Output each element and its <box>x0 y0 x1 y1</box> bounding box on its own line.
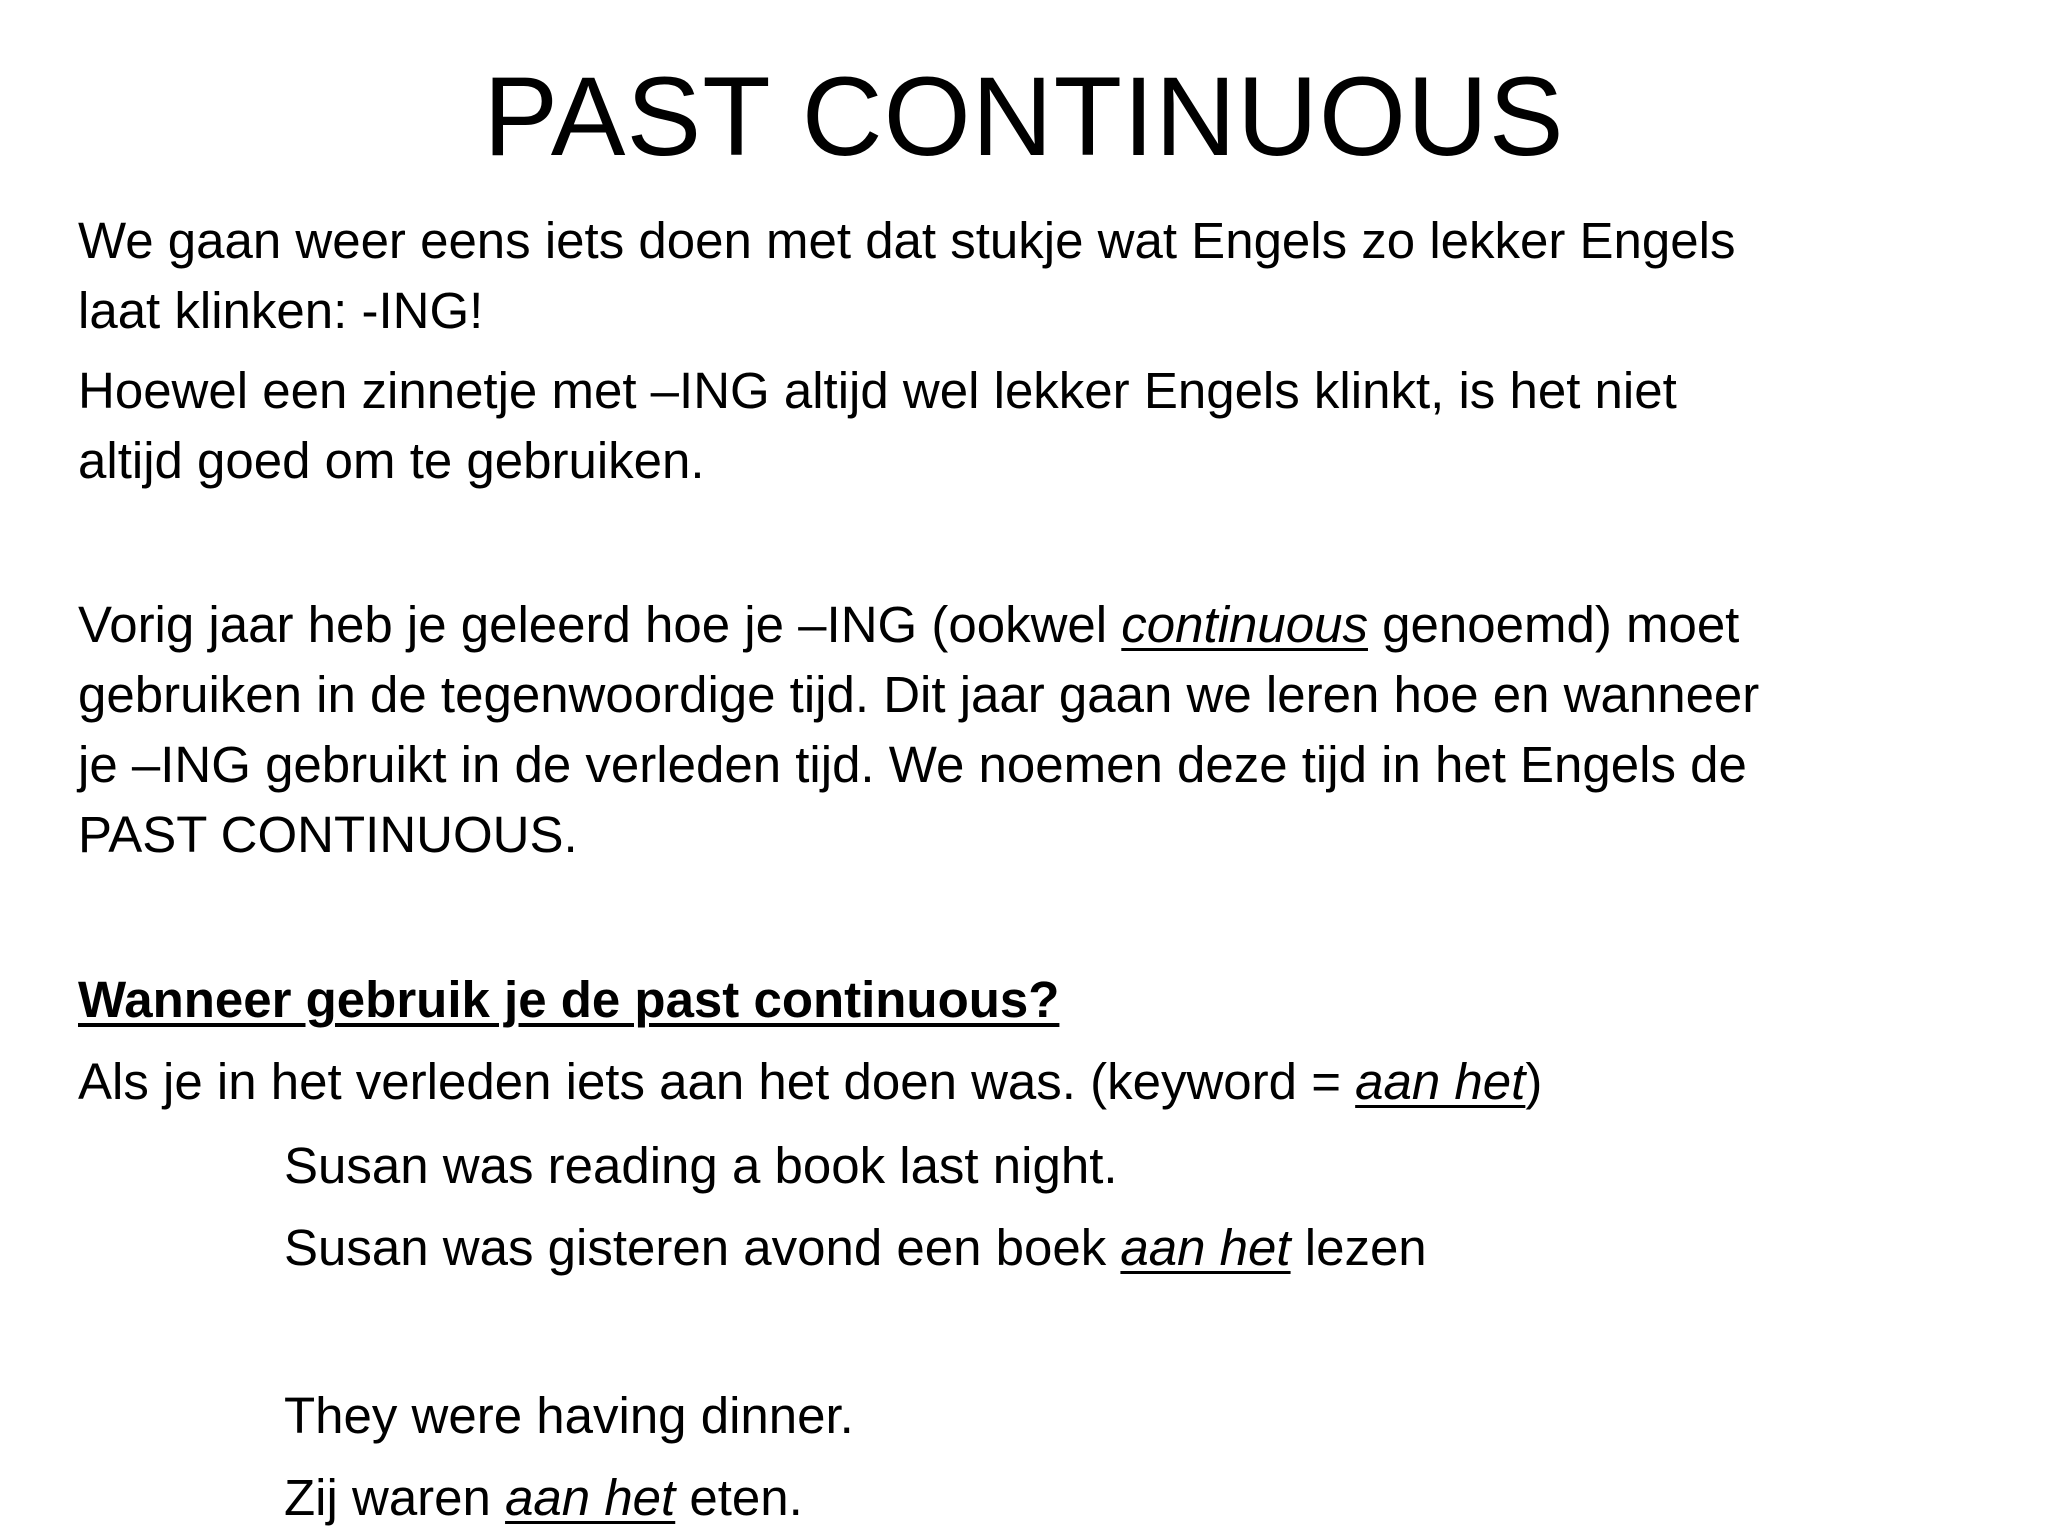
explanation-line-1 <box>78 590 2038 660</box>
rule-text-start: Als je in het verleden iets aan het doen was. (keyword = <box>78 1053 1356 1110</box>
explanation-line-1-end: genoemd) moet <box>1367 596 1740 653</box>
rule-text-end: ) <box>1525 1053 1543 1110</box>
example-dutch-end: eten. <box>675 1469 803 1526</box>
example-1-dutch <box>284 1213 2048 1283</box>
explanation-line-1-start: Vorig jaar heb je geleerd hoe je –ING (ookwel <box>78 596 1122 653</box>
caution-line-1: Hoewel een zinnetje met –ING altijd wel lekker Engels klinkt, is het niet <box>78 362 1677 419</box>
intro-line-1: We gaan weer eens iets doen met dat stukje wat Engels zo lekker Engels <box>78 212 1736 269</box>
rule-paragraph <box>78 1047 2038 1117</box>
example-dutch-start: Susan was gisteren avond een boek <box>284 1219 1121 1276</box>
example-dutch-end: lezen <box>1290 1219 1427 1276</box>
example-keyword: aan het <box>1120 1219 1291 1276</box>
example-dutch-start: Zij waren <box>284 1469 506 1526</box>
example-dutch-sentence <box>284 1463 2048 1533</box>
caution-paragraph <box>78 356 2038 496</box>
example-english-sentence: Susan was reading a book last night. <box>284 1137 1118 1194</box>
example-1-english <box>284 1131 2048 1201</box>
intro-line-2: laat klinken: -ING! <box>78 282 484 339</box>
example-dutch-sentence <box>284 1213 2048 1283</box>
example-english-sentence: They were having dinner. <box>284 1387 854 1444</box>
rule-line <box>78 1047 2038 1117</box>
continuous-term: continuous <box>1121 596 1368 653</box>
example-2-english <box>284 1381 2048 1451</box>
section-heading: Wanneer gebruik je de past continuous? <box>78 971 1060 1028</box>
example-2-dutch <box>284 1463 2048 1533</box>
page-title: PAST CONTINUOUS <box>483 54 1565 179</box>
explanation-line-3: je –ING gebruikt in de verleden tijd. We noemen deze tijd in het Engels de <box>78 736 1747 793</box>
intro-paragraph <box>78 206 2038 346</box>
explanation-paragraph <box>78 590 2038 870</box>
section-heading-block <box>78 965 2038 1035</box>
keyword-aan-het: aan het <box>1355 1053 1526 1110</box>
caution-line-2: altijd goed om te gebruiken. <box>78 432 705 489</box>
explanation-line-4: PAST CONTINUOUS. <box>78 806 578 863</box>
example-keyword: aan het <box>505 1469 676 1526</box>
explanation-line-2: gebruiken in de tegenwoordige tijd. Dit jaar gaan we leren hoe en wanneer <box>78 666 1760 723</box>
